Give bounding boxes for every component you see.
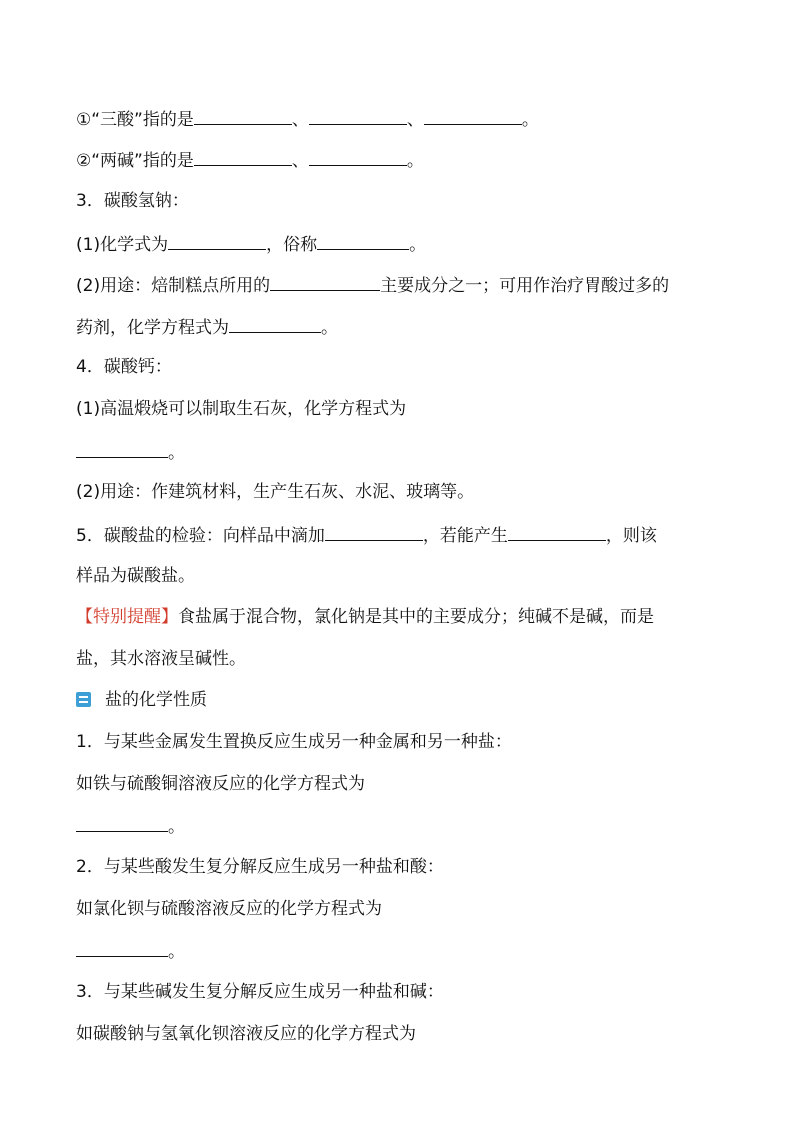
carbonate-test-line	[76, 523, 657, 547]
blank	[194, 107, 292, 125]
example-2: 如氯化钡与硫酸溶液反应的化学方程式为	[76, 899, 382, 919]
answer-2	[76, 939, 185, 963]
property-1: 1．与某些金属发生置换反应生成另一种金属和另一种盐：	[76, 732, 512, 752]
text: ，若能产生	[422, 526, 508, 546]
text: 。	[168, 817, 185, 837]
blank	[309, 148, 407, 166]
usage-line	[76, 273, 669, 297]
text: (1)化学式为	[76, 235, 169, 255]
property-2: 2．与某些酸发生复分解反应生成另一种盐和酸：	[76, 857, 444, 877]
section-title: 盐的化学性质	[105, 690, 207, 710]
answer-1	[76, 814, 185, 838]
two-bases-line	[76, 148, 424, 172]
blank	[76, 814, 168, 832]
formula-line	[76, 232, 426, 256]
text: 。	[321, 318, 338, 338]
example-3: 如碳酸钠与氢氧化钡溶液反应的化学方程式为	[76, 1024, 416, 1044]
blank	[168, 232, 266, 250]
text: 、	[291, 110, 309, 130]
blank	[508, 523, 606, 541]
text: 。	[168, 942, 185, 962]
blank	[424, 107, 522, 125]
property-3: 3．与某些碱发生复分解反应生成另一种盐和碱：	[76, 982, 444, 1002]
section-heading	[76, 689, 207, 711]
text: 。	[168, 443, 185, 463]
usage-equation-line	[76, 315, 338, 339]
text: 5．碳酸盐的检验：向样品中滴加	[76, 526, 325, 546]
heading-calcium-carbonate: 4．碳酸钙：	[76, 357, 172, 377]
blank	[270, 273, 380, 291]
text: ，则该	[605, 526, 657, 546]
blank	[317, 232, 409, 250]
special-reminder-line	[76, 606, 654, 628]
text: 食盐属于混合物，氯化钠是其中的主要成分；纯碱不是碱，而是	[178, 607, 654, 627]
blank	[76, 939, 168, 957]
list-icon	[76, 692, 91, 707]
text: ②“两碱”指的是	[76, 151, 194, 171]
text: 主要成分之一；可用作治疗胃酸过多的	[380, 276, 670, 296]
reminder-label: 【特别提醒】	[76, 607, 178, 627]
blank	[194, 148, 292, 166]
text: (2)用途：焙制糕点所用的	[76, 276, 271, 296]
text: 。	[409, 235, 427, 255]
blank	[309, 107, 407, 125]
text: 。	[521, 110, 539, 130]
carbonate-test-end: 样品为碳酸盐。	[76, 566, 195, 586]
text: ①“三酸”指的是	[76, 110, 194, 130]
text: ，俗称	[266, 235, 318, 255]
calcination-line: (1)高温煅烧可以制取生石灰，化学方程式为	[76, 399, 407, 419]
calcination-answer-line	[76, 440, 185, 464]
blank	[229, 315, 321, 333]
blank	[325, 523, 423, 541]
three-acids-line	[76, 107, 539, 131]
example-1: 如铁与硫酸铜溶液反应的化学方程式为	[76, 774, 365, 794]
blank	[76, 440, 168, 458]
text: 、	[406, 110, 424, 130]
special-reminder-end: 盐，其水溶液呈碱性。	[76, 649, 246, 669]
text: 药剂，化学方程式为	[76, 318, 229, 338]
text: 、	[291, 151, 309, 171]
calcium-usage-line: (2)用途：作建筑材料，生产生石灰、水泥、玻璃等。	[76, 482, 475, 502]
heading-sodium-bicarbonate: 3．碳酸氢钠：	[76, 191, 189, 211]
text: 。	[406, 151, 424, 171]
